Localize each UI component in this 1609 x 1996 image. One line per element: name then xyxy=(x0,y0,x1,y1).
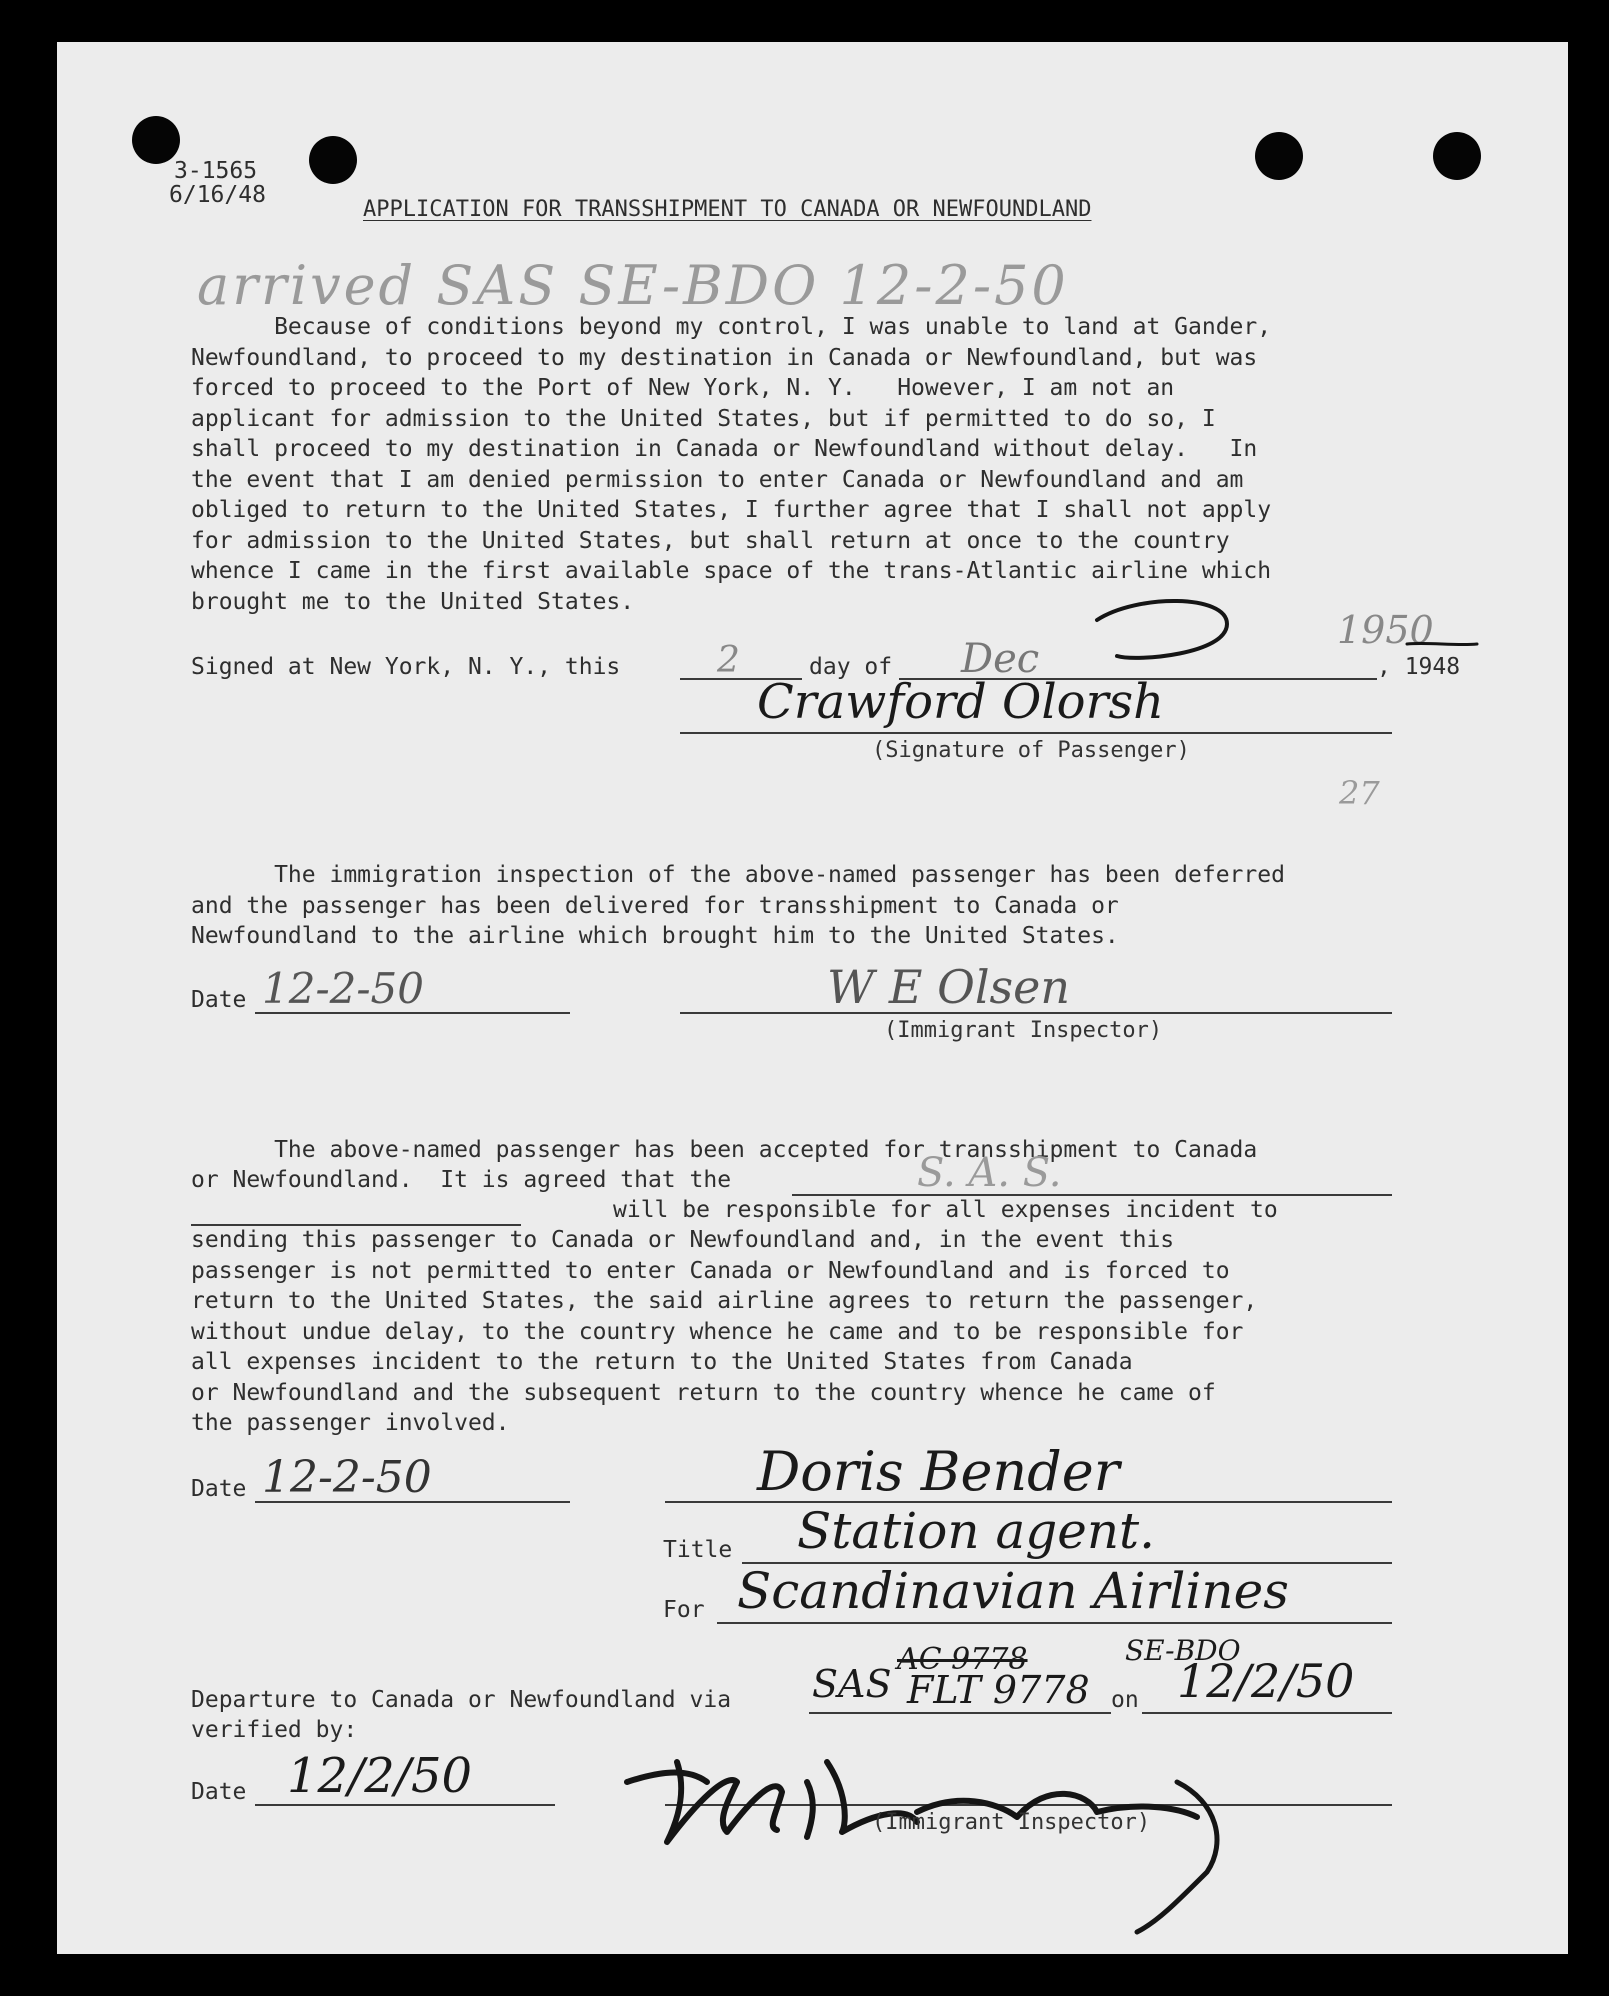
paragraph-line: whence I came in the first available space of the trans-Atlantic airline which xyxy=(191,558,1272,584)
paragraph-line: obliged to return to the United States, I further agree that I shall not apply xyxy=(191,497,1272,523)
handwritten-month: Dec xyxy=(961,636,1040,682)
paragraph-line: forced to proceed to the Port of New York, N. Y. However, I am not an xyxy=(191,375,1175,401)
for-label: For xyxy=(663,1597,705,1623)
form-date: 6/16/48 xyxy=(169,182,266,208)
paragraph-line: brought me to the United States. xyxy=(191,588,635,615)
on-line xyxy=(1142,1712,1392,1714)
document-page xyxy=(57,42,1568,1954)
arrival-note: arrived SAS SE-BDO 12-2-50 xyxy=(197,254,1069,317)
side-number: 27 xyxy=(1339,774,1380,812)
punch-hole xyxy=(1255,132,1303,180)
acceptance-line-2: or Newfoundland. It is agreed that the xyxy=(191,1167,732,1193)
printed-year: , 1948 xyxy=(1377,654,1461,680)
departure-date-line xyxy=(255,1804,555,1806)
flight-value: FLT 9778 xyxy=(907,1668,1090,1712)
punch-hole xyxy=(309,136,357,184)
paragraph-line: all expenses incident to the return to the United States from Canada xyxy=(191,1349,1133,1375)
punch-hole xyxy=(1433,132,1481,180)
passenger-paragraph xyxy=(191,312,1271,617)
title-value: Station agent. xyxy=(797,1502,1156,1560)
paragraph-line: sending this passenger to Canada or Newfoundland and, in the event this xyxy=(191,1227,1175,1253)
paragraph-line: without undue delay, to the country whence he came and to be responsible for xyxy=(191,1318,1244,1345)
paragraph-line: return to the United States, the said airline agrees to return the passenger, xyxy=(191,1288,1258,1314)
form-number: 3-1565 xyxy=(174,158,258,184)
paragraph-line: Because of conditions beyond my control, I was unable to land at Gander, xyxy=(191,314,1272,340)
on-value: 12/2/50 xyxy=(1177,1654,1355,1708)
inspection-date-value: 12-2-50 xyxy=(262,964,424,1013)
via-line xyxy=(809,1712,1111,1714)
paragraph-line: passenger is not permitted to enter Canada or Newfoundland and is forced to xyxy=(191,1257,1230,1284)
departure-inspector-caption: (Immigrant Inspector) xyxy=(872,1810,1151,1835)
inspector-signature: W E Olsen xyxy=(827,960,1070,1014)
punch-hole xyxy=(132,116,180,164)
departure-date-label: Date xyxy=(191,1779,247,1805)
paragraph-line: Newfoundland to the airline which brought him to the United States. xyxy=(191,923,1119,949)
agreed-party: S. A. S. xyxy=(917,1150,1062,1196)
paragraph-line: the event that I am denied permission to enter Canada or Newfoundland and am xyxy=(191,466,1244,493)
acceptance-date-value: 12-2-50 xyxy=(262,1452,432,1503)
paragraph-line: applicant for admission to the United States, but if permitted to do so, I xyxy=(191,405,1216,432)
on-label: on xyxy=(1111,1687,1139,1713)
departure-label-2: verified by: xyxy=(191,1717,358,1743)
paragraph-line: and the passenger has been delivered for transshipment to Canada or xyxy=(191,892,1119,919)
paragraph-line: for admission to the United States, but shall return at once to the country xyxy=(191,527,1230,554)
paragraph-line: or Newfoundland and the subsequent return to the country whence he came of xyxy=(191,1379,1216,1406)
inspector-caption: (Immigrant Inspector) xyxy=(884,1018,1163,1043)
acceptance-date-label: Date xyxy=(191,1476,247,1502)
passenger-signature: Crawford Olorsh xyxy=(757,674,1165,730)
passenger-signature-caption: (Signature of Passenger) xyxy=(872,738,1190,763)
handwritten-year: 1950 xyxy=(1337,608,1434,652)
for-line xyxy=(717,1622,1392,1624)
day-of-label: day of xyxy=(809,654,893,680)
agent-signature: Doris Bender xyxy=(757,1440,1120,1503)
struck-value: AC 9778 xyxy=(897,1642,1028,1677)
for-value: Scandinavian Airlines xyxy=(737,1562,1289,1620)
signed-at-label: Signed at New York, N. Y., this xyxy=(191,654,621,680)
form-title: APPLICATION FOR TRANSSHIPMENT TO CANADA OR NEWFOUNDLAND xyxy=(363,197,1092,222)
paragraph-line: shall proceed to my destination in Canada or Newfoundland without delay. In xyxy=(191,436,1258,462)
acceptance-paragraph xyxy=(191,1225,1257,1439)
acceptance-line-3: will be responsible for all expenses incident to xyxy=(613,1197,1278,1223)
via-value: SAS xyxy=(812,1662,892,1706)
departure-label-1: Departure to Canada or Newfoundland via xyxy=(191,1687,732,1713)
title-label: Title xyxy=(663,1537,733,1563)
aircraft-note: SE-BDO xyxy=(1125,1634,1241,1667)
inspection-paragraph xyxy=(191,860,1285,952)
inspection-date-label: Date xyxy=(191,987,247,1013)
passenger-signature-line xyxy=(680,732,1392,734)
acceptance-line-1: The above-named passenger has been accepted for transshipment to Canada xyxy=(191,1137,1258,1163)
handwritten-day: 2 xyxy=(717,640,740,681)
paragraph-line: Newfoundland, to proceed to my destination in Canada or Newfoundland, but was xyxy=(191,344,1258,371)
paragraph-line: The immigration inspection of the above-named passenger has been deferred xyxy=(191,862,1285,888)
departure-date-value: 12/2/50 xyxy=(287,1748,473,1804)
paragraph-line: the passenger involved. xyxy=(191,1410,510,1436)
